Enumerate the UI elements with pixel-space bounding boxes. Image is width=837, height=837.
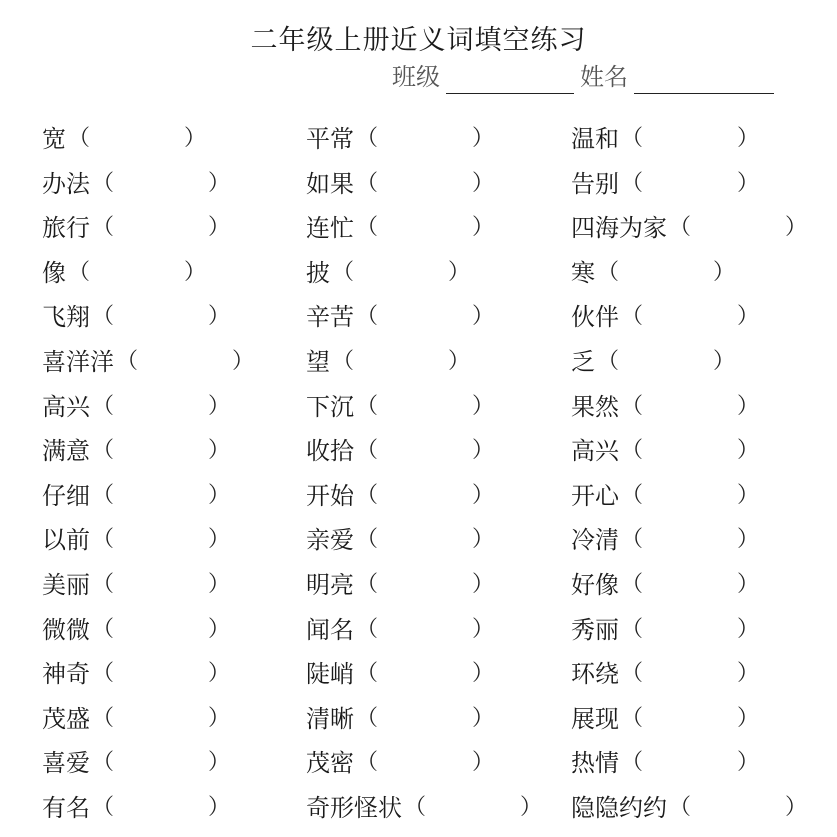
open-paren: （ [356, 705, 379, 731]
close-paren: ） [472, 616, 495, 642]
close-paren: ） [184, 126, 207, 151]
word-item: 宽 [42, 125, 66, 153]
close-paren: ） [737, 393, 760, 419]
student-info [392, 60, 774, 94]
word-item: 明亮 [306, 571, 354, 599]
word-item: 茂盛 [42, 704, 90, 733]
word-item: 旅行 [42, 214, 90, 243]
open-paren: （ [621, 705, 644, 731]
close-paren: ） [737, 750, 760, 776]
word-item: 披 [306, 258, 330, 287]
answer-blank[interactable] [378, 704, 472, 734]
answer-blank[interactable] [114, 525, 208, 555]
answer-blank[interactable] [114, 615, 208, 645]
open-paren: （ [669, 215, 692, 241]
open-paren: （ [356, 482, 379, 508]
answer-blank[interactable] [643, 570, 737, 600]
word-item: 亲爱 [306, 526, 354, 555]
answer-blank[interactable] [354, 347, 448, 377]
open-paren: （ [356, 750, 379, 776]
answer-blank[interactable] [378, 392, 472, 422]
open-paren: （ [621, 750, 644, 776]
word-item: 开始 [306, 481, 354, 510]
open-paren: （ [404, 795, 427, 820]
close-paren: ） [208, 572, 231, 597]
answer-blank[interactable] [378, 213, 472, 243]
open-paren: （ [92, 527, 115, 553]
close-paren: ） [737, 661, 760, 687]
answer-blank[interactable] [378, 302, 472, 332]
word-item: 开心 [571, 481, 619, 510]
open-paren: （ [621, 616, 644, 642]
answer-blank[interactable] [354, 258, 448, 288]
answer-blank[interactable] [643, 748, 737, 778]
answer-blank[interactable] [114, 704, 208, 734]
open-paren: （ [356, 661, 379, 687]
word-item: 奇形怪状 [306, 794, 402, 822]
open-paren: （ [356, 304, 379, 330]
close-paren: ） [472, 304, 495, 330]
answer-blank[interactable] [114, 659, 208, 689]
answer-blank[interactable] [378, 615, 472, 645]
word-item: 辛苦 [306, 303, 354, 332]
answer-blank[interactable] [643, 436, 737, 466]
word-item: 清晰 [306, 704, 354, 733]
open-paren: （ [356, 438, 379, 464]
close-paren: ） [448, 259, 471, 285]
open-paren: （ [92, 215, 115, 241]
open-paren: （ [621, 661, 644, 687]
close-paren: ） [232, 349, 255, 374]
close-paren: ） [737, 438, 760, 464]
open-paren: （ [92, 616, 115, 642]
open-paren: （ [116, 349, 139, 374]
word-item: 像 [42, 258, 66, 287]
answer-blank[interactable] [114, 213, 208, 243]
word-item: 飞翔 [42, 303, 90, 332]
open-paren: （ [92, 795, 115, 820]
open-paren: （ [621, 304, 644, 330]
answer-blank[interactable] [643, 615, 737, 645]
close-paren: ） [208, 750, 231, 776]
open-paren: （ [332, 349, 355, 374]
close-paren: ） [208, 393, 231, 419]
open-paren: （ [356, 616, 379, 642]
answer-blank[interactable] [114, 570, 208, 600]
answer-blank[interactable] [90, 258, 184, 288]
close-paren: ） [713, 349, 736, 374]
close-paren: ） [208, 661, 231, 687]
open-paren: （ [92, 750, 115, 776]
close-paren: ） [472, 126, 495, 151]
answer-blank[interactable] [643, 392, 737, 422]
word-item: 茂密 [306, 749, 354, 778]
open-paren: （ [356, 527, 379, 553]
word-item: 神奇 [42, 660, 90, 689]
open-paren: （ [356, 170, 379, 196]
word-item: 微微 [42, 615, 90, 644]
close-paren: ） [472, 527, 495, 553]
answer-blank[interactable] [378, 659, 472, 689]
answer-blank[interactable] [378, 124, 472, 154]
close-paren: ） [472, 705, 495, 731]
open-paren: （ [621, 393, 644, 419]
open-paren: （ [621, 126, 644, 151]
close-paren: ） [737, 170, 760, 196]
open-paren: （ [621, 438, 644, 464]
close-paren: ） [472, 170, 495, 196]
answer-blank[interactable] [643, 302, 737, 332]
name-blank[interactable] [634, 63, 774, 94]
answer-blank[interactable] [691, 213, 785, 243]
word-item: 寒 [571, 258, 595, 287]
open-paren: （ [68, 126, 91, 151]
open-paren: （ [68, 259, 91, 285]
open-paren: （ [356, 393, 379, 419]
word-item: 告别 [571, 169, 619, 198]
answer-blank[interactable] [114, 748, 208, 778]
close-paren: ） [737, 304, 760, 330]
word-item: 冷清 [571, 526, 619, 555]
close-paren: ） [785, 215, 808, 241]
close-paren: ） [208, 705, 231, 731]
open-paren: （ [92, 393, 115, 419]
answer-blank[interactable] [378, 525, 472, 555]
word-item: 环绕 [571, 660, 619, 689]
close-paren: ） [785, 795, 808, 820]
answer-blank[interactable] [138, 347, 232, 377]
word-item: 高兴 [42, 392, 90, 421]
worksheet-title [0, 18, 837, 57]
answer-blank[interactable] [643, 169, 737, 199]
answer-blank[interactable] [619, 258, 713, 288]
word-item: 以前 [42, 526, 90, 555]
word-item: 喜洋洋 [42, 348, 114, 376]
word-item: 如果 [306, 169, 354, 198]
close-paren: ） [472, 393, 495, 419]
class-label: 班级 [392, 63, 440, 91]
word-item: 隐隐约约 [571, 794, 667, 822]
open-paren: （ [621, 482, 644, 508]
answer-blank[interactable] [378, 481, 472, 511]
open-paren: （ [597, 349, 620, 374]
word-item: 办法 [42, 169, 90, 198]
word-item: 高兴 [571, 437, 619, 466]
close-paren: ） [520, 795, 543, 820]
answer-blank[interactable] [114, 436, 208, 466]
close-paren: ） [208, 215, 231, 241]
word-item: 乏 [571, 348, 595, 376]
close-paren: ） [208, 616, 231, 642]
answer-blank[interactable] [643, 481, 737, 511]
close-paren: ） [737, 572, 760, 597]
close-paren: ） [472, 215, 495, 241]
close-paren: ） [208, 482, 231, 508]
word-item: 仔细 [42, 481, 90, 510]
word-item: 望 [306, 348, 330, 376]
word-item: 满意 [42, 437, 90, 466]
open-paren: （ [92, 661, 115, 687]
open-paren: （ [92, 705, 115, 731]
open-paren: （ [621, 527, 644, 553]
open-paren: （ [669, 795, 692, 820]
word-item: 下沉 [306, 392, 354, 421]
answer-blank[interactable] [619, 347, 713, 377]
answer-blank[interactable] [378, 169, 472, 199]
answer-blank[interactable] [643, 525, 737, 555]
open-paren: （ [597, 259, 620, 285]
word-item: 平常 [306, 125, 354, 153]
word-item: 闻名 [306, 615, 354, 644]
close-paren: ） [472, 482, 495, 508]
word-item: 秀丽 [571, 615, 619, 644]
close-paren: ） [472, 750, 495, 776]
answer-blank[interactable] [378, 748, 472, 778]
name-label: 姓名 [580, 63, 628, 91]
open-paren: （ [356, 126, 379, 151]
word-item: 果然 [571, 392, 619, 421]
open-paren: （ [92, 438, 115, 464]
word-item: 热情 [571, 749, 619, 778]
word-item: 有名 [42, 794, 90, 822]
open-paren: （ [92, 304, 115, 330]
close-paren: ） [208, 304, 231, 330]
open-paren: （ [92, 572, 115, 597]
word-item: 展现 [571, 704, 619, 733]
word-item: 好像 [571, 571, 619, 599]
word-item: 喜爱 [42, 749, 90, 778]
answer-blank[interactable] [114, 392, 208, 422]
close-paren: ） [713, 259, 736, 285]
word-item: 收拾 [306, 437, 354, 466]
close-paren: ） [737, 527, 760, 553]
word-item: 温和 [571, 125, 619, 153]
answer-blank[interactable] [114, 302, 208, 332]
close-paren: ） [472, 572, 495, 597]
close-paren: ） [737, 705, 760, 731]
word-item: 连忙 [306, 214, 354, 243]
close-paren: ） [737, 126, 760, 151]
close-paren: ） [208, 795, 231, 820]
open-paren: （ [92, 170, 115, 196]
answer-blank[interactable] [114, 793, 208, 823]
answer-blank[interactable] [426, 793, 520, 823]
word-item: 四海为家 [571, 214, 667, 243]
close-paren: ） [472, 661, 495, 687]
open-paren: （ [356, 572, 379, 597]
open-paren: （ [621, 170, 644, 196]
answer-blank[interactable] [378, 570, 472, 600]
answer-blank[interactable] [114, 481, 208, 511]
answer-blank[interactable] [643, 704, 737, 734]
word-item: 美丽 [42, 571, 90, 599]
answer-blank[interactable] [691, 793, 785, 823]
close-paren: ） [208, 527, 231, 553]
open-paren: （ [92, 482, 115, 508]
answer-blank[interactable] [643, 124, 737, 154]
word-item: 伙伴 [571, 303, 619, 332]
close-paren: ） [208, 438, 231, 464]
close-paren: ） [448, 349, 471, 374]
close-paren: ） [472, 438, 495, 464]
close-paren: ） [737, 482, 760, 508]
worksheet-title-text: 二年级上册近义词填空练习 [250, 25, 587, 56]
answer-blank[interactable] [90, 124, 184, 154]
close-paren: ） [184, 259, 207, 285]
close-paren: ） [208, 170, 231, 196]
close-paren: ） [737, 616, 760, 642]
open-paren: （ [332, 259, 355, 285]
answer-blank[interactable] [114, 169, 208, 199]
answer-blank[interactable] [643, 659, 737, 689]
answer-blank[interactable] [378, 436, 472, 466]
word-item: 陡峭 [306, 660, 354, 689]
class-blank[interactable] [446, 63, 574, 94]
open-paren: （ [356, 215, 379, 241]
open-paren: （ [621, 572, 644, 597]
